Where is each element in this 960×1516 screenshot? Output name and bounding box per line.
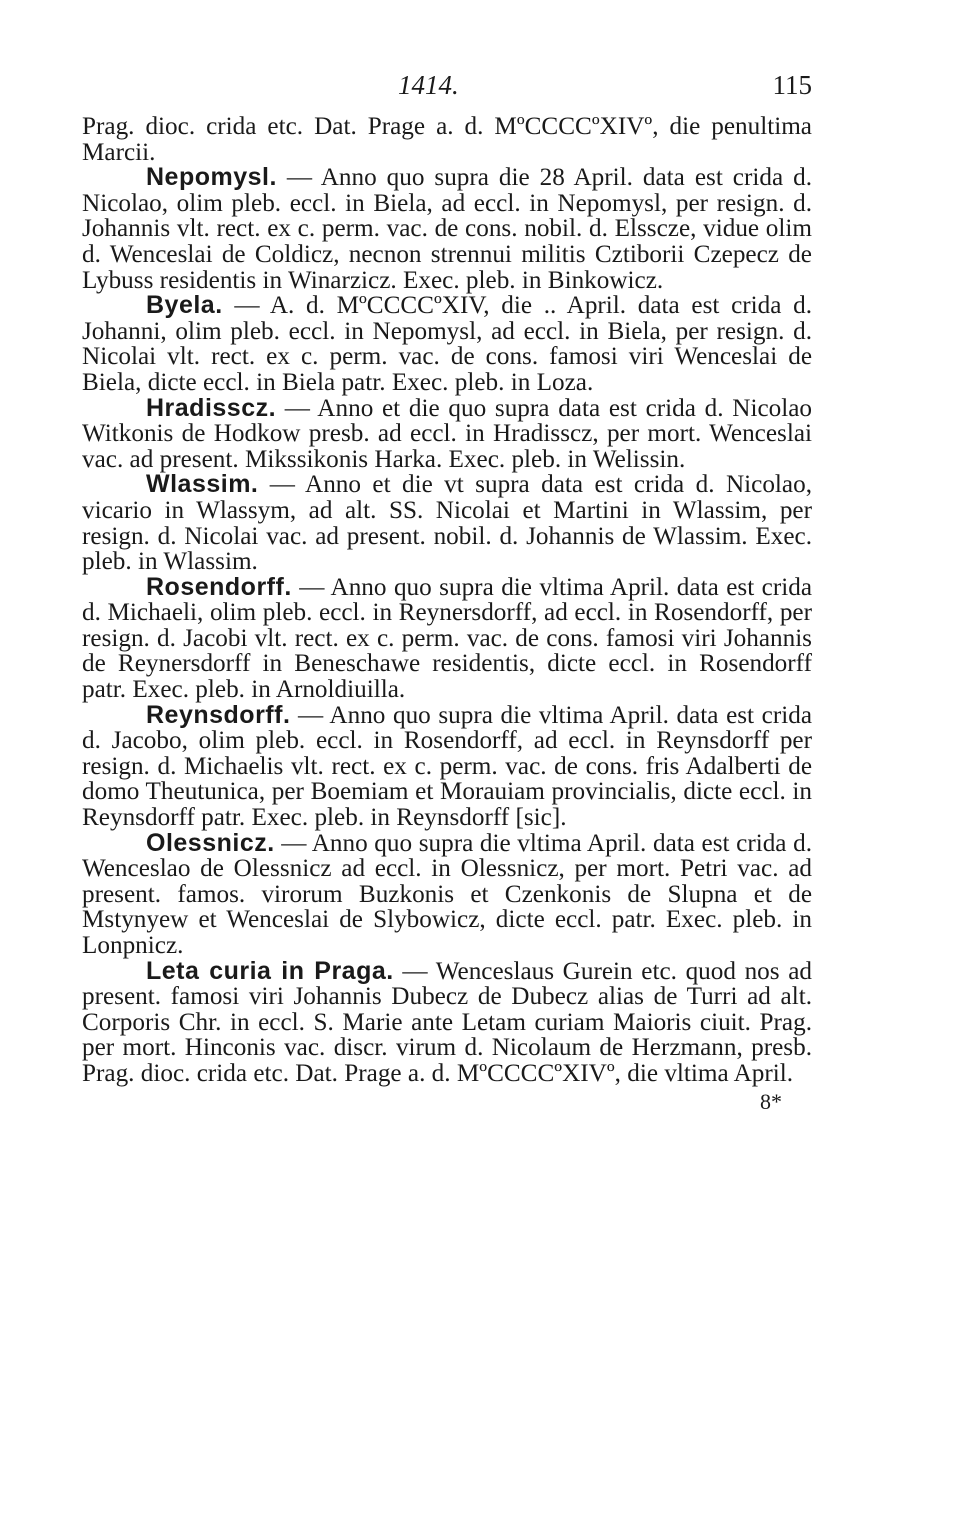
entry-text: — Anno et die quo supra data est crida d. Nicolao Witkonis de Hodkow presb. ad eccl. in Hradisscz, per mort. Wenceslai vac. ad present. Mikssikonis Harka. Exec. pleb. in Welissin.: [82, 394, 812, 473]
entry-text: — Anno et die vt supra data est crida d. Nicolao, vicario in Wlassym, ad alt. SS. Nicolai et Martini in Wlassim, per resign. d. Nicolai vac. ad present. nobil. d. Johannis de Wlassim. Exec. pleb. in Wlassim.: [82, 471, 812, 576]
entry-wlassim: [82, 472, 812, 574]
entry-nepomysl: [82, 165, 812, 293]
page-number: 115: [772, 70, 812, 100]
entry-rosendorff: [82, 572, 812, 704]
book-page: [82, 70, 812, 1115]
entry-place-heading: Rosendorff.: [146, 572, 292, 601]
entry-reynsdorff: [82, 700, 812, 832]
body-text: [82, 114, 812, 1087]
entry-olessnicz: [82, 828, 812, 959]
entry-text: — Anno quo supra die vltima April. data est crida d. Wenceslao de Olessnicz ad eccl. in Olessnicz, per mort. Petri vac. ad present. famos. virorum Buzkonis et Czenkonis de Slupna et de Mstynyew et Wenceslai de Slybowicz, dicte eccl. patr. Exec. pleb. in Lonpnicz.: [82, 829, 812, 959]
entry-place-heading: Wlassim.: [146, 470, 259, 499]
entry-text: — Wenceslaus Gurein etc. quod nos ad present. famosi viri Johannis Dubecz de Dubecz alias de Turri ad alt. Corporis Chr. in eccl. S. Marie ante Letam curiam Maioris ciuit. Prag. per mort. Hinconis vac. discr. virum d. Nicolaum de Herzmann, presb. Prag. dioc. crida etc. Dat. Prage a. d. MºCCCCºXIVº, die vltima April.: [82, 957, 813, 1087]
entry-text: — Anno quo supra die vltima April. data est crida d. Michaeli, olim pleb. eccl. in Reynersdorff, ad eccl. in Rosendorff, per resign. d. Jacobi vlt. rect. ex c. perm. vac. de cons. famosi viri Johannis de Reynersdorff in Beneschawe residentis, dicte eccl. in Rosendorff patr. Exec. pleb. in Arnoldiuilla.: [82, 573, 812, 704]
entry-place-heading: Byela.: [146, 291, 223, 320]
entry-place-heading: Olessnicz.: [146, 828, 275, 857]
entry-place-heading: Leta curia in Praga.: [146, 956, 394, 985]
entry-text: Prag. dioc. crida etc. Dat. Prage a. d. MºCCCCºXIVº, die penultima Marcii.: [82, 113, 812, 166]
entry-leta-curia: [82, 956, 813, 1087]
entry-hradisscz: [82, 393, 812, 473]
entry-text: — A. d. MºCCCCºXIV, die .. April. data est crida d. Johanni, olim pleb. eccl. in Nepomysl, ad eccl. in Biela, per resign. d. Nicolai vlt. rect. ex c. perm. vac. de cons. famosi viri Wenceslai de Biela, dicte eccl. in Biela patr. Exec. pleb. in Loza.: [82, 292, 812, 396]
entry-text: — Anno quo supra die vltima April. data est crida d. Jacobo, olim pleb. eccl. in Rosendorff, ad eccl. in Reynsdorff per resign. d. Michaelis vlt. rect. ex c. perm. vac. de cons. fris Adalberti de domo Theutunica, per Boemiam et Morauiam provincialis, dicte eccl. in Reynsdorff patr. Exec. pleb. in Reynsdorff [sic].: [82, 701, 812, 832]
entry-continuation: [82, 114, 812, 165]
signature-mark: 8*: [760, 1088, 782, 1114]
entry-place-heading: Reynsdorff.: [146, 700, 291, 729]
running-head: [82, 70, 812, 114]
entry-text: — Anno quo supra die 28 April. data est crida d. Nicolao, olim pleb. eccl. in Biela, ad eccl. in Nepomysl, per resign. d. Johannis vlt. rect. ex c. perm. vac. de cons. nobil. d. Elsscze, vidue olim d. Wenceslai de Coldicz, necnon strennui militis Cztiborii Czepecz de Lybuss residentis in Winarzicz. Exec. pleb. in Binkowicz.: [82, 164, 812, 294]
entry-byela: [82, 293, 812, 395]
entry-place-heading: Nepomysl.: [146, 163, 277, 192]
running-head-year: 1414.: [398, 70, 459, 100]
entry-place-heading: Hradisscz.: [146, 393, 277, 422]
